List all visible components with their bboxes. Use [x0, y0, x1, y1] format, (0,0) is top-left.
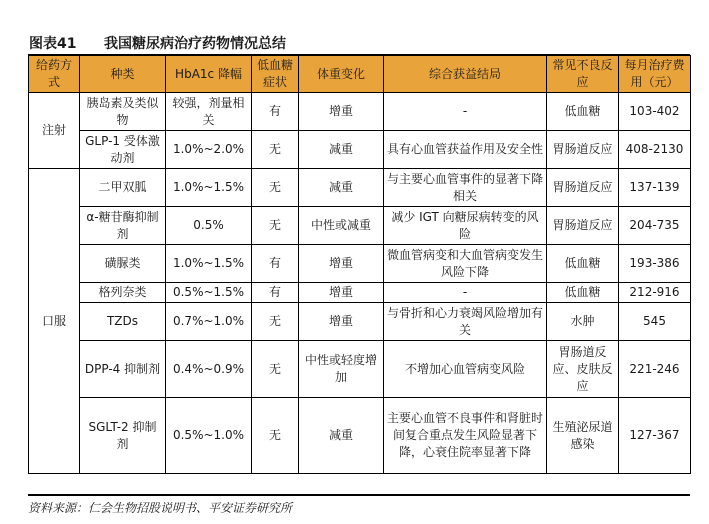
table-row	[29, 245, 691, 283]
route-oral: 口服	[29, 169, 80, 474]
drug-cell: 磺脲类	[80, 245, 166, 283]
cost-cell: 408-2130	[619, 131, 691, 169]
adverse-cell: 胃肠道反应	[547, 169, 619, 207]
table-row	[29, 169, 691, 207]
cost-cell: 221-246	[619, 341, 691, 398]
weight-cell: 增重	[299, 93, 384, 131]
adverse-cell: 水肿	[547, 303, 619, 341]
weight-cell: 增重	[299, 245, 384, 283]
hypo-cell: 有	[252, 283, 299, 303]
hypo-cell: 无	[252, 341, 299, 398]
header-cost: 每月治疗费用（元）	[619, 56, 691, 93]
outcome-cell: -	[384, 93, 547, 131]
outcome-cell: -	[384, 283, 547, 303]
adverse-cell: 胃肠道反应、皮肤反应	[547, 341, 619, 398]
hba1c-cell: 1.0%~2.0%	[166, 131, 252, 169]
header-hypoglycemia: 低血糖症状	[252, 56, 299, 93]
adverse-cell: 胃肠道反应	[547, 131, 619, 169]
hba1c-cell: 较强，剂量相关	[166, 93, 252, 131]
title-rule	[28, 54, 690, 56]
weight-cell: 中性或轻度增加	[299, 341, 384, 398]
figure-title	[29, 33, 286, 53]
hypo-cell: 无	[252, 207, 299, 245]
cost-cell: 193-386	[619, 245, 691, 283]
drug-cell: TZDs	[80, 303, 166, 341]
drug-summary-table	[28, 55, 691, 474]
figure-number: 图表41	[29, 36, 77, 52]
adverse-cell: 胃肠道反应	[547, 207, 619, 245]
adverse-cell: 低血糖	[547, 283, 619, 303]
table-row	[29, 283, 691, 303]
cost-cell: 103-402	[619, 93, 691, 131]
drug-cell: GLP-1 受体激动剂	[80, 131, 166, 169]
hba1c-cell: 0.5%	[166, 207, 252, 245]
adverse-cell: 生殖泌尿道感染	[547, 398, 619, 474]
cost-cell: 137-139	[619, 169, 691, 207]
outcome-cell: 与主要心血管事件的显著下降相关	[384, 169, 547, 207]
cost-cell: 212-916	[619, 283, 691, 303]
outcome-cell: 减少 IGT 向糖尿病转变的风险	[384, 207, 547, 245]
table-row	[29, 207, 691, 245]
drug-cell: 胰岛素及类似物	[80, 93, 166, 131]
route-injection: 注射	[29, 93, 80, 169]
figure-title-text: 我国糖尿病治疗药物情况总结	[104, 36, 286, 52]
weight-cell: 增重	[299, 303, 384, 341]
hypo-cell: 无	[252, 398, 299, 474]
adverse-cell: 低血糖	[547, 93, 619, 131]
weight-cell: 增重	[299, 283, 384, 303]
drug-cell: DPP-4 抑制剂	[80, 341, 166, 398]
hypo-cell: 有	[252, 245, 299, 283]
table-row	[29, 93, 691, 131]
table-row	[29, 131, 691, 169]
weight-cell: 减重	[299, 131, 384, 169]
drug-cell: 二甲双胍	[80, 169, 166, 207]
table-row	[29, 303, 691, 341]
hba1c-cell: 1.0%~1.5%	[166, 245, 252, 283]
header-weight: 体重变化	[299, 56, 384, 93]
cost-cell: 545	[619, 303, 691, 341]
weight-cell: 减重	[299, 169, 384, 207]
header-drug: 种类	[80, 56, 166, 93]
hba1c-cell: 0.7%~1.0%	[166, 303, 252, 341]
table-row	[29, 398, 691, 474]
outcome-cell: 不增加心血管病变风险	[384, 341, 547, 398]
cost-cell: 127-367	[619, 398, 691, 474]
outcome-cell: 微血管病变和大血管病变发生风险下降	[384, 245, 547, 283]
table-row	[29, 341, 691, 398]
adverse-cell: 低血糖	[547, 245, 619, 283]
hba1c-cell: 0.5%~1.5%	[166, 283, 252, 303]
header-adverse: 常见不良反应	[547, 56, 619, 93]
hypo-cell: 有	[252, 93, 299, 131]
outcome-cell: 与骨折和心力衰竭风险增加有关	[384, 303, 547, 341]
hba1c-cell: 1.0%~1.5%	[166, 169, 252, 207]
outcome-cell: 具有心血管获益作用及安全性	[384, 131, 547, 169]
cost-cell: 204-735	[619, 207, 691, 245]
drug-cell: SGLT-2 抑制剂	[80, 398, 166, 474]
header-hba1c: HbA1c 降幅	[166, 56, 252, 93]
hypo-cell: 无	[252, 131, 299, 169]
drug-cell: 格列奈类	[80, 283, 166, 303]
hypo-cell: 无	[252, 303, 299, 341]
hba1c-cell: 0.5%~1.0%	[166, 398, 252, 474]
source-note: 资料来源：仁会生物招股说明书、平安证券研究所	[28, 494, 690, 516]
header-outcome: 综合获益结局	[384, 56, 547, 93]
hba1c-cell: 0.4%~0.9%	[166, 341, 252, 398]
header-row	[29, 56, 691, 93]
outcome-cell: 主要心血管不良事件和肾脏时间复合重点发生风险显著下降，心衰住院率显著下降	[384, 398, 547, 474]
hypo-cell: 无	[252, 169, 299, 207]
weight-cell: 中性或减重	[299, 207, 384, 245]
drug-cell: α-糖苷酶抑制剂	[80, 207, 166, 245]
header-route: 给药方式	[29, 56, 80, 93]
weight-cell: 减重	[299, 398, 384, 474]
